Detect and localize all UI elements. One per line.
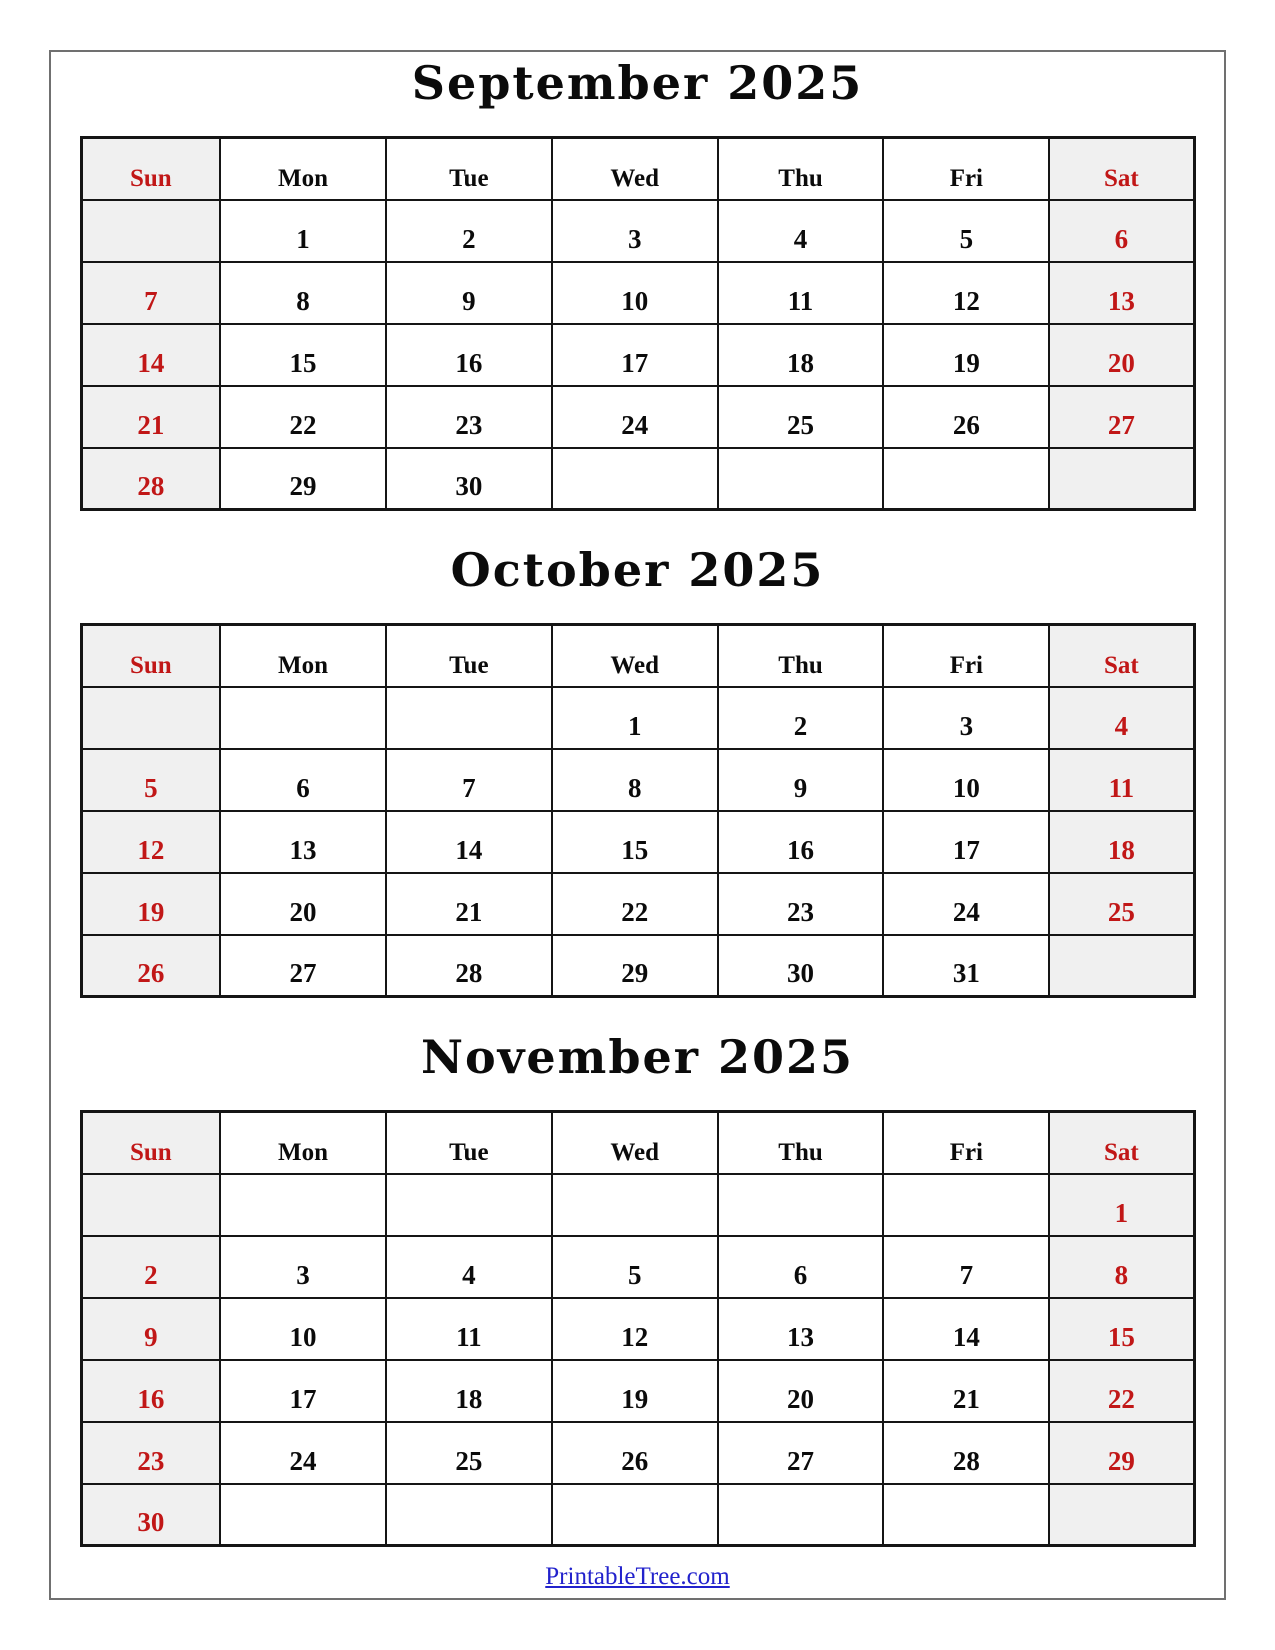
day-cell-28: 28 [81, 448, 220, 510]
day-cell-23: 23 [718, 873, 884, 935]
day-cell-7: 7 [386, 749, 552, 811]
day-cell-9: 9 [386, 262, 552, 324]
day-cell-28: 28 [883, 1422, 1049, 1484]
week-row [81, 200, 1194, 262]
day-cell-empty [883, 1484, 1049, 1546]
day-cell-26: 26 [552, 1422, 718, 1484]
day-cell-empty [718, 1484, 884, 1546]
day-cell-9: 9 [81, 1298, 220, 1360]
day-cell-empty [386, 687, 552, 749]
page-frame [49, 50, 1226, 1600]
day-cell-26: 26 [883, 386, 1049, 448]
day-cell-22: 22 [220, 386, 386, 448]
month-title-october: October 2025 [450, 543, 825, 597]
month-section-october [51, 543, 1224, 998]
week-row [81, 448, 1194, 510]
day-cell-12: 12 [81, 811, 220, 873]
weekday-header-row [81, 1112, 1194, 1174]
week-row [81, 1298, 1194, 1360]
week-row [81, 386, 1194, 448]
day-cell-22: 22 [552, 873, 718, 935]
weekday-header-thu: Thu [718, 138, 884, 200]
day-cell-5: 5 [81, 749, 220, 811]
week-row [81, 935, 1194, 997]
day-cell-21: 21 [883, 1360, 1049, 1422]
weekday-header-mon: Mon [220, 625, 386, 687]
day-cell-30: 30 [81, 1484, 220, 1546]
day-cell-empty [81, 200, 220, 262]
weekday-header-fri: Fri [883, 138, 1049, 200]
day-cell-12: 12 [883, 262, 1049, 324]
day-cell-5: 5 [552, 1236, 718, 1298]
day-cell-20: 20 [220, 873, 386, 935]
weekday-header-sun: Sun [81, 625, 220, 687]
weekday-header-sat: Sat [1049, 138, 1194, 200]
month-title-november: November 2025 [420, 1030, 855, 1084]
weekday-header-row [81, 625, 1194, 687]
day-cell-24: 24 [220, 1422, 386, 1484]
day-cell-29: 29 [1049, 1422, 1194, 1484]
day-cell-12: 12 [552, 1298, 718, 1360]
day-cell-11: 11 [718, 262, 884, 324]
weekday-header-tue: Tue [386, 138, 552, 200]
day-cell-4: 4 [718, 200, 884, 262]
day-cell-20: 20 [1049, 324, 1194, 386]
day-cell-15: 15 [552, 811, 718, 873]
day-cell-10: 10 [220, 1298, 386, 1360]
week-row [81, 749, 1194, 811]
day-cell-15: 15 [1049, 1298, 1194, 1360]
weekday-header-thu: Thu [718, 625, 884, 687]
day-cell-25: 25 [1049, 873, 1194, 935]
day-cell-empty [1049, 935, 1194, 997]
day-cell-18: 18 [1049, 811, 1194, 873]
month-title-september: September 2025 [411, 56, 864, 110]
day-cell-empty [552, 1174, 718, 1236]
day-cell-13: 13 [1049, 262, 1194, 324]
day-cell-11: 11 [1049, 749, 1194, 811]
week-row [81, 262, 1194, 324]
day-cell-18: 18 [386, 1360, 552, 1422]
day-cell-empty [1049, 448, 1194, 510]
day-cell-30: 30 [718, 935, 884, 997]
weekday-header-fri: Fri [883, 625, 1049, 687]
weekday-header-thu: Thu [718, 1112, 884, 1174]
day-cell-2: 2 [718, 687, 884, 749]
day-cell-25: 25 [386, 1422, 552, 1484]
calendar-table-november [80, 1110, 1196, 1547]
footer-link[interactable]: PrintableTree.com [545, 1563, 730, 1590]
day-cell-21: 21 [386, 873, 552, 935]
day-cell-3: 3 [552, 200, 718, 262]
day-cell-empty [220, 687, 386, 749]
day-cell-empty [883, 448, 1049, 510]
day-cell-1: 1 [220, 200, 386, 262]
week-row [81, 687, 1194, 749]
day-cell-23: 23 [81, 1422, 220, 1484]
day-cell-empty [220, 1174, 386, 1236]
day-cell-1: 1 [1049, 1174, 1194, 1236]
month-section-november [51, 1030, 1224, 1547]
day-cell-6: 6 [718, 1236, 884, 1298]
weekday-header-sun: Sun [81, 1112, 220, 1174]
weekday-header-sat: Sat [1049, 1112, 1194, 1174]
day-cell-19: 19 [552, 1360, 718, 1422]
day-cell-17: 17 [220, 1360, 386, 1422]
day-cell-8: 8 [220, 262, 386, 324]
day-cell-14: 14 [81, 324, 220, 386]
day-cell-empty [81, 1174, 220, 1236]
day-cell-31: 31 [883, 935, 1049, 997]
day-cell-9: 9 [718, 749, 884, 811]
day-cell-24: 24 [883, 873, 1049, 935]
day-cell-empty [81, 687, 220, 749]
day-cell-4: 4 [1049, 687, 1194, 749]
day-cell-25: 25 [718, 386, 884, 448]
day-cell-24: 24 [552, 386, 718, 448]
day-cell-27: 27 [1049, 386, 1194, 448]
weekday-header-tue: Tue [386, 1112, 552, 1174]
day-cell-7: 7 [81, 262, 220, 324]
day-cell-18: 18 [718, 324, 884, 386]
day-cell-26: 26 [81, 935, 220, 997]
week-row [81, 1360, 1194, 1422]
day-cell-13: 13 [718, 1298, 884, 1360]
day-cell-11: 11 [386, 1298, 552, 1360]
week-row [81, 873, 1194, 935]
week-row [81, 1422, 1194, 1484]
day-cell-empty [718, 1174, 884, 1236]
weekday-header-sat: Sat [1049, 625, 1194, 687]
day-cell-3: 3 [883, 687, 1049, 749]
day-cell-20: 20 [718, 1360, 884, 1422]
day-cell-6: 6 [1049, 200, 1194, 262]
day-cell-27: 27 [220, 935, 386, 997]
day-cell-13: 13 [220, 811, 386, 873]
day-cell-empty [718, 448, 884, 510]
day-cell-empty [552, 1484, 718, 1546]
day-cell-8: 8 [552, 749, 718, 811]
day-cell-14: 14 [386, 811, 552, 873]
day-cell-3: 3 [220, 1236, 386, 1298]
day-cell-16: 16 [81, 1360, 220, 1422]
day-cell-10: 10 [883, 749, 1049, 811]
day-cell-16: 16 [386, 324, 552, 386]
weekday-header-row [81, 138, 1194, 200]
weekday-header-wed: Wed [552, 138, 718, 200]
day-cell-empty [1049, 1484, 1194, 1546]
day-cell-15: 15 [220, 324, 386, 386]
day-cell-1: 1 [552, 687, 718, 749]
week-row [81, 1236, 1194, 1298]
day-cell-29: 29 [220, 448, 386, 510]
day-cell-empty [386, 1174, 552, 1236]
day-cell-empty [386, 1484, 552, 1546]
weekday-header-mon: Mon [220, 138, 386, 200]
day-cell-19: 19 [81, 873, 220, 935]
footer [51, 1563, 1224, 1591]
day-cell-21: 21 [81, 386, 220, 448]
calendar-table-october [80, 623, 1196, 998]
day-cell-10: 10 [552, 262, 718, 324]
day-cell-22: 22 [1049, 1360, 1194, 1422]
day-cell-16: 16 [718, 811, 884, 873]
day-cell-23: 23 [386, 386, 552, 448]
day-cell-empty [883, 1174, 1049, 1236]
weekday-header-wed: Wed [552, 1112, 718, 1174]
day-cell-14: 14 [883, 1298, 1049, 1360]
day-cell-2: 2 [386, 200, 552, 262]
day-cell-5: 5 [883, 200, 1049, 262]
day-cell-empty [220, 1484, 386, 1546]
month-section-september [51, 56, 1224, 511]
day-cell-28: 28 [386, 935, 552, 997]
weekday-header-sun: Sun [81, 138, 220, 200]
day-cell-19: 19 [883, 324, 1049, 386]
week-row [81, 1174, 1194, 1236]
day-cell-30: 30 [386, 448, 552, 510]
week-row [81, 324, 1194, 386]
day-cell-17: 17 [883, 811, 1049, 873]
day-cell-8: 8 [1049, 1236, 1194, 1298]
week-row [81, 1484, 1194, 1546]
weekday-header-wed: Wed [552, 625, 718, 687]
day-cell-2: 2 [81, 1236, 220, 1298]
day-cell-7: 7 [883, 1236, 1049, 1298]
week-row [81, 811, 1194, 873]
weekday-header-mon: Mon [220, 1112, 386, 1174]
day-cell-empty [552, 448, 718, 510]
calendar-table-september [80, 136, 1196, 511]
weekday-header-fri: Fri [883, 1112, 1049, 1174]
day-cell-27: 27 [718, 1422, 884, 1484]
day-cell-29: 29 [552, 935, 718, 997]
day-cell-17: 17 [552, 324, 718, 386]
weekday-header-tue: Tue [386, 625, 552, 687]
day-cell-4: 4 [386, 1236, 552, 1298]
day-cell-6: 6 [220, 749, 386, 811]
